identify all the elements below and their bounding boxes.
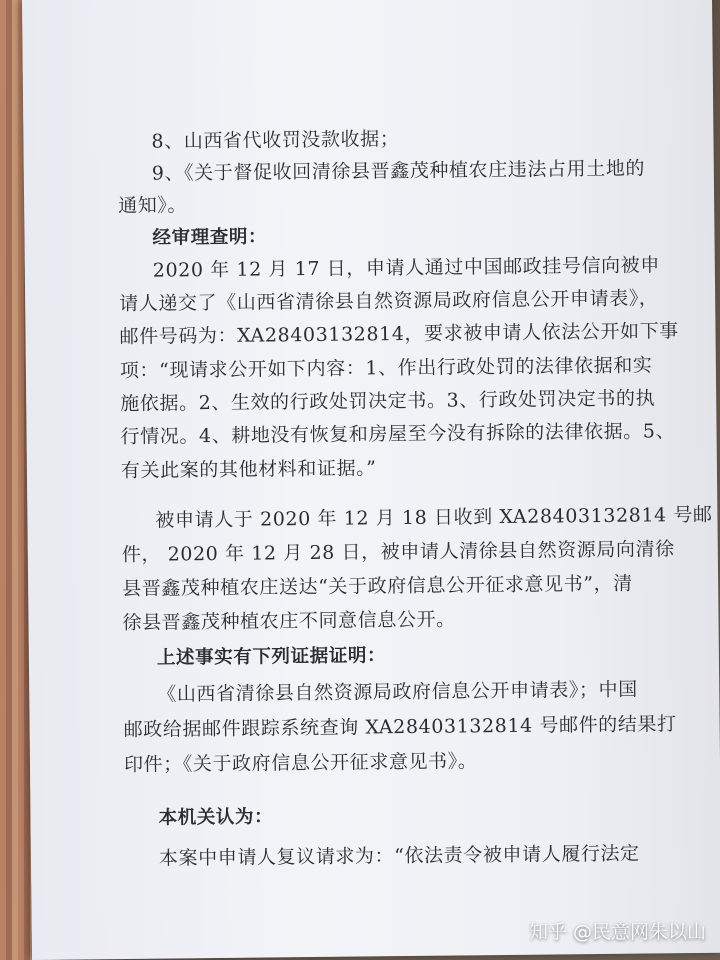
doc-line: 印件；《关于政府信息公开征求意见书》。	[123, 750, 478, 776]
doc-line: 被申请人于 2020 年 12 月 18 日收到 XA28403132814 号邮	[155, 503, 713, 532]
doc-line: 行情况。4、耕地没有恢复和房屋至今没有拆除的法律依据。5、	[120, 420, 676, 448]
doc-line: 县晋鑫茂种植农庄送达“关于政府信息公开征求意见书”，清	[122, 572, 633, 600]
doc-line: 《山西省清徐县自然资源局政府信息公开申请表》；中国	[157, 678, 638, 706]
watermark	[529, 917, 706, 944]
watermark-platform: 知乎	[528, 921, 567, 943]
doc-line: 8、山西省代收罚没款收据；	[151, 128, 400, 153]
watermark-author: @民意网朱以山	[572, 921, 706, 943]
section-heading: 经审理查明：	[152, 226, 268, 249]
doc-line: 有关此案的其他材料和证据。”	[120, 457, 377, 482]
doc-line: 施依据。2、生效的行政处罚决定书。3、行政处罚决定书的执	[120, 387, 656, 415]
doc-line: 项：“现请求公开如下内容：1、作出行政处罚的法律依据和实	[119, 354, 653, 382]
doc-line: 邮件号码为：XA28403132814，要求被申请人依法公开如下事	[119, 320, 679, 348]
document-page	[22, 0, 720, 960]
doc-line: 徐县晋鑫茂种植农庄不同意信息公开。	[122, 608, 456, 634]
doc-line: 本案中申请人复议请求为：“依法责令被申请人履行法定	[158, 842, 640, 870]
section-heading: 本机关认为：	[158, 806, 274, 829]
section-heading: 上述事实有下列证据证明：	[156, 645, 387, 669]
doc-line: 9、《关于督促收回清徐县晋鑫茂种植农庄违法占用土地的	[151, 157, 646, 185]
doc-line: 请人递交了《山西省清徐县自然资源局政府信息公开申请表》，	[119, 287, 659, 315]
doc-line: 邮政给据邮件跟踪系统查询 XA28403132814 号邮件的结果打	[123, 713, 677, 741]
doc-line: 件， 2020 年 12 月 28 日，被申请人清徐县自然资源局向清徐	[121, 538, 675, 566]
doc-line: 2020 年 12 月 17 日，申请人通过中国邮政挂号信向被申	[152, 254, 661, 282]
doc-line: 通知》。	[118, 194, 188, 218]
